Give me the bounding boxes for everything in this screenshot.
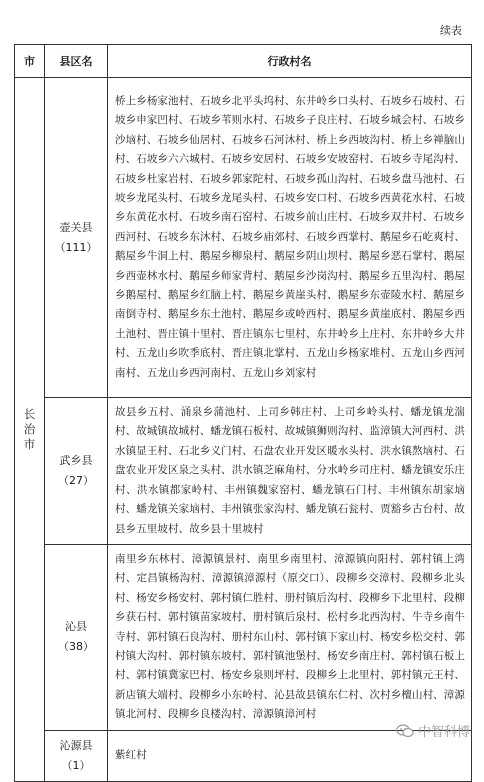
county-count: （27）: [58, 474, 94, 487]
county-cell: [45, 545, 108, 731]
table-row: [15, 398, 472, 545]
table-row: [15, 78, 472, 398]
header-villages: 行政村名: [108, 45, 472, 78]
county-name: 沁源县: [59, 738, 93, 752]
village-list: 南里乡东林村、漳源镇景村、南里乡南里村、漳源镇向阳村、郭村镇上湾村、定昌镇杨沟村、漳源镇漳源村（原交口）、段柳乡交漳村、段柳乡北头村、杨安乡杨安村、郭村镇仁胜村、册村镇后沟村、段柳乡下北里村、段柳乡获石村、郭村镇苗家坡村、册村镇后泉村、松村乡北西沟村、牛寺乡南牛寺村、郭村镇石良沟村、册村东山村、郭村镇下家山村、杨安乡松交村、郭村镇大沟村、郭村镇东坡村、郭村镇池堡村、杨安乡南庄村、郭村镇石板上村、郭村镇冀家巴村、杨安乡泉则坪村、段柳乡上北里村、郭村镇元王村、新店镇大端村、段柳乡小东岭村、沁县故县镇东仁村、次村乡檀山村、漳源镇北河村、段柳乡良楼沟村、漳源镇漳河村: [108, 545, 472, 731]
continued-label: 续表: [440, 24, 462, 37]
county-cell: [45, 730, 108, 781]
county-count: （38）: [58, 640, 94, 654]
wechat-icon: [396, 724, 414, 738]
city-name: 长治市: [23, 406, 36, 451]
watermark-text: 中智科博: [417, 725, 470, 740]
county-name: 壶关县: [59, 220, 93, 234]
watermark: [396, 721, 470, 740]
county-cell: [45, 398, 108, 545]
table-row: [15, 545, 472, 731]
village-table: [14, 44, 472, 782]
village-list: 紫红村: [108, 730, 472, 781]
city-cell: [15, 78, 45, 782]
village-list: 故县乡五村、涌泉乡蒲池村、上司乡韩庄村、上司乡岭头村、蟠龙镇龙湍村、故城镇故城村、蟠龙镇石板村、故城镇狮则沟村、监漳镇大河西村、洪水镇显王村、石北乡义门村、石盘农业开发区暖水头村、洪水镇熬垴村、石盘农业开发区泉之头村、洪水镇芝麻角村、分水岭乡司庄村、蟠龙镇安乐庄村、洪水镇都家岭村、丰州镇魏家窑村、蟠龙镇石门村、丰州镇东胡家垴村、蟠龙镇关家垴村、丰州镇张家沟村、蟠龙镇石瓮村、贾豁乡古台村、故县乡五里坡村、故乡县十里坡村: [108, 398, 472, 545]
header-city: 市: [15, 45, 45, 78]
village-list: 桥上乡杨家池村、石坡乡北平头坞村、东井岭乡口头村、石坡乡石坡村、石坡乡申家凹村、石坡乡苇则水村、石坡乡子良庄村、石坡乡城会村、石坡乡沙垴村、石坡乡仙居村、石坡乡石河沐村、桥上乡西坡沟村、桥上乡禅脑山村、石坡乡六六城村、石坡乡安居村、石坡乡安坡窑村、石坡乡寺尾沟村、石坡乡杜家岩村、石坡乡郭家陀村、石坡乡孤山沟村、石坡乡盘马池村、石坡乡龙尾头村、石坡乡龙尾头村、石坡乡安口村、石坡乡西黄花水村、石坡乡东黄花水村、石坡乡南石窑村、石坡乡前山庄村、石坡乡双井村、石坡乡西河村、石坡乡东沐村、石坡乡庙郊村、石坡乡西掌村、鹅屋乡石屹爽村、鹅屋乡牛洞上村、鹅屋乡柳泉村、鹅屋乡阴山坝村、鹅屋乡恶石掌村、鹅屋乡西壶林水村、鹅屋乡师家背村、鹅屋乡沙岗沟村、鹅屋乡五里沟村、鹅屋乡鹅屋村、鹅屋乡红脑上村、鹅屋乡黄崖头村、鹅屋乡东壶陵水村、鹅屋乡南倒寺村、鹅屋乡东土池村、鹅屋乡或岭西村、鹅屋乡黄崖底村、鹅屋乡西土池村、晋庄镇十里村、晋庄镇东七里村、东井岭乡上庄村、东井岭乡大井村、五龙山乡吹季底村、晋庄镇北掌村、五龙山乡杨家堆村、五龙山乡西河南村、五龙山乡西河南村、五龙山乡刘家村: [108, 78, 472, 398]
county-name: 武乡县: [59, 454, 93, 467]
county-name: 沁县: [65, 620, 87, 634]
header-row: [15, 45, 472, 78]
header-county: 县区名: [45, 45, 108, 78]
county-count: （1）: [61, 758, 91, 772]
county-cell: [45, 78, 108, 398]
county-count: （111）: [54, 240, 98, 254]
